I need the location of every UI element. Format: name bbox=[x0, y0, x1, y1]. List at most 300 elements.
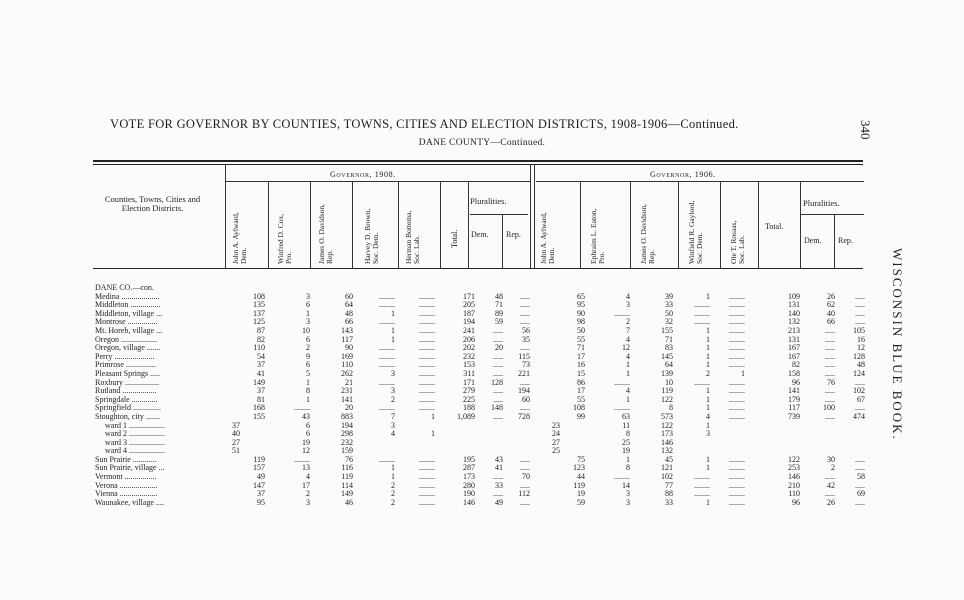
table-cell: ..... bbox=[520, 308, 530, 318]
row-name: ward 4 .................. bbox=[105, 447, 165, 456]
page-title: VOTE FOR GOVERNOR BY COUNTIES, TOWNS, CITIES AND ELECTION DISTRICTS, 1908-1906—Continued. bbox=[110, 117, 739, 131]
table-cell: 35 bbox=[522, 334, 530, 344]
table-row bbox=[95, 387, 865, 396]
table-cell: 67 bbox=[857, 394, 865, 404]
table-cell: 70 bbox=[522, 472, 530, 482]
table-cell: 43 bbox=[495, 454, 503, 464]
table-cell: 5 bbox=[306, 368, 310, 378]
table-cell: ........ bbox=[379, 317, 395, 327]
table-cell: ........ bbox=[419, 480, 435, 490]
table-cell: 54 bbox=[257, 351, 265, 361]
table-cell: 1 bbox=[706, 403, 710, 413]
table-cell: 15 bbox=[577, 368, 585, 378]
table-cell: ........ bbox=[694, 489, 710, 499]
table-cell: 3 bbox=[306, 317, 310, 327]
table-cell: 3 bbox=[306, 291, 310, 301]
table-row bbox=[95, 422, 865, 431]
table-cell: 728 bbox=[518, 411, 530, 421]
table-cell: 221 bbox=[518, 368, 530, 378]
table-cell: ........ bbox=[379, 351, 395, 361]
table-cell: 77 bbox=[665, 480, 673, 490]
table-cell: 194 bbox=[463, 317, 475, 327]
table-cell: 108 bbox=[253, 291, 265, 301]
table-cell: 48 bbox=[857, 360, 865, 370]
row-name: Primrose ............... bbox=[95, 361, 156, 370]
table-cell: ..... bbox=[825, 325, 835, 335]
row-name: ward 3 .................. bbox=[105, 438, 165, 447]
table-cell: 117 bbox=[788, 403, 800, 413]
table-cell: 48 bbox=[495, 291, 503, 301]
table-cell: 69 bbox=[857, 489, 865, 499]
table-cell: 3 bbox=[626, 497, 630, 507]
header-bottom-rule bbox=[93, 268, 863, 269]
header-1908-davidson: James O. Davidson, Rep. bbox=[317, 204, 334, 264]
table-cell: 112 bbox=[518, 489, 530, 499]
table-cell: 1,089 bbox=[457, 411, 475, 421]
table-cell: 30 bbox=[827, 454, 835, 464]
table-cell: 157 bbox=[253, 463, 265, 473]
table-cell: 1 bbox=[706, 497, 710, 507]
table-cell: 6 bbox=[306, 360, 310, 370]
header-1906-rosaas: Ole T. Rosaas, Soc. Lab. bbox=[729, 220, 746, 264]
table-cell: 48 bbox=[345, 308, 353, 318]
table-cell: 11 bbox=[622, 420, 630, 430]
table-row bbox=[95, 310, 865, 319]
table-cell: 179 bbox=[788, 394, 800, 404]
table-cell: 46 bbox=[345, 497, 353, 507]
table-cell: 63 bbox=[622, 411, 630, 421]
table-cell: ..... bbox=[825, 386, 835, 396]
table-cell: ........ bbox=[729, 472, 745, 482]
table-row bbox=[95, 284, 865, 293]
table-cell: ........ bbox=[694, 480, 710, 490]
table-row bbox=[95, 301, 865, 310]
table-cell: 205 bbox=[463, 300, 475, 310]
table-cell: 25 bbox=[622, 437, 630, 447]
table-cell: 155 bbox=[253, 411, 265, 421]
table-cell: 190 bbox=[463, 489, 475, 499]
table-cell: 95 bbox=[577, 300, 585, 310]
table-cell: ........ bbox=[729, 317, 745, 327]
table-cell: 1 bbox=[706, 291, 710, 301]
table-cell: ........ bbox=[419, 403, 435, 413]
pluralities-1908-underline bbox=[470, 214, 528, 215]
table-cell: ........ bbox=[614, 377, 630, 387]
table-cell: 99 bbox=[577, 411, 585, 421]
table-cell: ........ bbox=[729, 480, 745, 490]
table-row bbox=[95, 379, 865, 388]
table-cell: 158 bbox=[788, 368, 800, 378]
table-cell: 1 bbox=[706, 386, 710, 396]
row-name: Waunakee, village .... bbox=[95, 498, 164, 507]
table-cell: 98 bbox=[577, 317, 585, 327]
table-cell: 65 bbox=[577, 291, 585, 301]
table-cell: 76 bbox=[345, 454, 353, 464]
table-cell: 12 bbox=[857, 343, 865, 353]
table-cell: ........ bbox=[419, 351, 435, 361]
table-cell: 3 bbox=[391, 386, 395, 396]
table-cell: 298 bbox=[341, 429, 353, 439]
table-cell: 3 bbox=[626, 300, 630, 310]
table-cell: ..... bbox=[493, 394, 503, 404]
table-cell: 1 bbox=[306, 377, 310, 387]
top-rule-double-1 bbox=[93, 160, 863, 162]
table-cell: 143 bbox=[341, 325, 353, 335]
table-cell: ..... bbox=[520, 317, 530, 327]
header-1908-rep: Rep. bbox=[506, 230, 521, 239]
table-cell: 153 bbox=[463, 360, 475, 370]
row-name: Oregon .................. bbox=[95, 335, 157, 344]
header-1908-cox: Winfred D. Cox, Pro. bbox=[276, 213, 293, 264]
col-sep bbox=[630, 181, 631, 268]
table-cell: 16 bbox=[857, 334, 865, 344]
table-row bbox=[95, 439, 865, 448]
table-cell: 232 bbox=[341, 437, 353, 447]
table-cell: 41 bbox=[495, 463, 503, 473]
row-name: Sun Prairie, village ... bbox=[95, 464, 165, 473]
table-cell: 4 bbox=[306, 472, 310, 482]
header-1908-brown: Harvey D. Brown, Soc. Dem. bbox=[363, 208, 380, 264]
table-cell: 4 bbox=[391, 429, 395, 439]
table-cell: ........ bbox=[729, 343, 745, 353]
table-cell: 125 bbox=[253, 317, 265, 327]
table-cell: 145 bbox=[661, 351, 673, 361]
table-cell: 131 bbox=[788, 300, 800, 310]
table-cell: ..... bbox=[520, 497, 530, 507]
table-cell: 155 bbox=[661, 325, 673, 335]
table-cell: 1 bbox=[706, 394, 710, 404]
table-cell: 83 bbox=[665, 343, 673, 353]
table-cell: 37 bbox=[257, 360, 265, 370]
table-cell: 51 bbox=[232, 446, 240, 456]
table-cell: 149 bbox=[253, 377, 265, 387]
table-cell: 141 bbox=[341, 394, 353, 404]
table-cell: 20 bbox=[345, 403, 353, 413]
header-1906-rep: Rep. bbox=[838, 236, 853, 245]
header-1906-davidson: James O. Davidson, Rep. bbox=[639, 204, 656, 264]
table-cell: ..... bbox=[493, 325, 503, 335]
table-cell: 147 bbox=[253, 480, 265, 490]
table-cell: 3 bbox=[706, 429, 710, 439]
table-cell: ........ bbox=[379, 403, 395, 413]
col-sep bbox=[678, 181, 679, 268]
table-cell: ..... bbox=[493, 489, 503, 499]
table-cell: ........ bbox=[729, 411, 745, 421]
table-row bbox=[95, 447, 865, 456]
table-cell: 33 bbox=[495, 480, 503, 490]
table-cell: 195 bbox=[463, 454, 475, 464]
row-name: Rutland ................. bbox=[95, 387, 157, 396]
table-cell: ..... bbox=[855, 291, 865, 301]
table-cell: 50 bbox=[665, 308, 673, 318]
table-cell: 262 bbox=[341, 368, 353, 378]
row-name: Oregon, village ....... bbox=[95, 344, 161, 353]
col-sep bbox=[398, 181, 399, 268]
table-cell: ..... bbox=[520, 403, 530, 413]
header-1908-aylward: John A. Aylward, Dem. bbox=[231, 212, 248, 264]
table-cell: 49 bbox=[495, 497, 503, 507]
table-cell: ........ bbox=[614, 472, 630, 482]
table-row bbox=[95, 353, 865, 362]
table-cell: ........ bbox=[729, 454, 745, 464]
table-cell: 187 bbox=[463, 308, 475, 318]
table-cell: 2 bbox=[391, 480, 395, 490]
table-row bbox=[95, 293, 865, 302]
table-cell: 27 bbox=[552, 437, 560, 447]
header-1906-dem: Dem. bbox=[804, 236, 822, 245]
header-1906-gaylord: Winfield R. Gaylord, Soc. Dem. bbox=[687, 200, 704, 264]
row-name: Montrose ............... bbox=[95, 318, 158, 327]
table-cell: 55 bbox=[577, 394, 585, 404]
table-cell: 146 bbox=[463, 497, 475, 507]
table-cell: 167 bbox=[788, 351, 800, 361]
row-name: DANE CO.—con. bbox=[95, 284, 154, 292]
col-sep bbox=[758, 181, 759, 268]
table-cell: 3 bbox=[391, 420, 395, 430]
table-cell: ........ bbox=[729, 377, 745, 387]
row-name: Sun Prairie ............ bbox=[95, 455, 157, 464]
table-cell: 44 bbox=[577, 472, 585, 482]
table-cell: 2 bbox=[391, 394, 395, 404]
table-row bbox=[95, 370, 865, 379]
pluralities-1906-underline bbox=[800, 214, 864, 215]
table-cell: 119 bbox=[661, 386, 673, 396]
table-cell: ..... bbox=[520, 291, 530, 301]
table-cell: 1 bbox=[626, 360, 630, 370]
table-cell: 1 bbox=[706, 334, 710, 344]
table-cell: 115 bbox=[518, 351, 530, 361]
table-cell: 1 bbox=[391, 472, 395, 482]
table-cell: ........ bbox=[379, 291, 395, 301]
table-cell: ..... bbox=[520, 454, 530, 464]
table-cell: ........ bbox=[614, 308, 630, 318]
table-body bbox=[95, 284, 865, 507]
table-cell: 121 bbox=[661, 463, 673, 473]
table-cell: 1 bbox=[706, 351, 710, 361]
table-cell: 19 bbox=[577, 489, 585, 499]
table-cell: 137 bbox=[253, 308, 265, 318]
col-sep bbox=[720, 181, 721, 268]
table-cell: ..... bbox=[493, 411, 503, 421]
table-cell: 146 bbox=[661, 437, 673, 447]
table-cell: 8 bbox=[669, 403, 673, 413]
table-row bbox=[95, 456, 865, 465]
row-name: Mt. Horeb, village ... bbox=[95, 326, 163, 335]
table-row bbox=[95, 413, 865, 422]
table-cell: ........ bbox=[729, 497, 745, 507]
table-cell: ........ bbox=[614, 403, 630, 413]
table-cell: 87 bbox=[257, 325, 265, 335]
table-cell: ........ bbox=[419, 394, 435, 404]
table-cell: 168 bbox=[253, 403, 265, 413]
table-cell: 206 bbox=[463, 334, 475, 344]
table-cell: ........ bbox=[419, 472, 435, 482]
row-name: Springdale ............. bbox=[95, 395, 158, 404]
table-cell: 33 bbox=[665, 497, 673, 507]
table-cell: ........ bbox=[419, 325, 435, 335]
col-sep bbox=[268, 181, 269, 268]
col-sep bbox=[834, 214, 835, 268]
table-cell: 194 bbox=[518, 386, 530, 396]
table-cell: 1 bbox=[706, 325, 710, 335]
table-cell: ..... bbox=[855, 317, 865, 327]
row-name: Stoughton, city ....... bbox=[95, 412, 160, 421]
table-cell: 10 bbox=[302, 325, 310, 335]
table-cell: ........ bbox=[419, 489, 435, 499]
table-cell: 37 bbox=[232, 420, 240, 430]
col-sep bbox=[440, 181, 441, 268]
table-cell: 2 bbox=[306, 489, 310, 499]
table-cell: 122 bbox=[788, 454, 800, 464]
table-cell: 202 bbox=[463, 343, 475, 353]
table-cell: 4 bbox=[626, 386, 630, 396]
table-cell: 2 bbox=[831, 463, 835, 473]
table-cell: ........ bbox=[694, 377, 710, 387]
table-cell: 16 bbox=[577, 360, 585, 370]
table-cell: 102 bbox=[661, 472, 673, 482]
table-cell: 43 bbox=[302, 411, 310, 421]
col-sep bbox=[225, 164, 226, 268]
table-cell: 86 bbox=[577, 377, 585, 387]
table-cell: 76 bbox=[827, 377, 835, 387]
table-cell: ........ bbox=[729, 386, 745, 396]
table-cell: 26 bbox=[827, 291, 835, 301]
table-cell: 108 bbox=[573, 403, 585, 413]
row-name: Middleton, village ... bbox=[95, 309, 163, 318]
table-cell: 2 bbox=[391, 489, 395, 499]
table-cell: ..... bbox=[825, 368, 835, 378]
table-cell: ..... bbox=[855, 480, 865, 490]
table-cell: ........ bbox=[379, 377, 395, 387]
table-cell: 3 bbox=[391, 368, 395, 378]
table-cell: 58 bbox=[857, 472, 865, 482]
group-header-1908: Governor, 1908. bbox=[330, 170, 396, 179]
row-name: Roxbury ................. bbox=[95, 378, 159, 387]
table-cell: 7 bbox=[626, 325, 630, 335]
table-cell: 169 bbox=[341, 351, 353, 361]
col-sep bbox=[468, 181, 469, 268]
table-cell: 1 bbox=[391, 463, 395, 473]
table-cell: 8 bbox=[626, 429, 630, 439]
col-sep bbox=[502, 214, 503, 268]
table-cell: 96 bbox=[792, 497, 800, 507]
table-cell: 56 bbox=[522, 325, 530, 335]
table-cell: ..... bbox=[520, 300, 530, 310]
table-cell: ..... bbox=[825, 472, 835, 482]
table-cell: 1 bbox=[626, 394, 630, 404]
row-name: Vienna ................... bbox=[95, 490, 158, 499]
table-cell: 21 bbox=[345, 377, 353, 387]
col-sep bbox=[530, 164, 531, 268]
table-cell: 14 bbox=[622, 480, 630, 490]
table-cell: 17 bbox=[302, 480, 310, 490]
table-cell: 132 bbox=[661, 446, 673, 456]
table-cell: 88 bbox=[665, 489, 673, 499]
table-cell: 82 bbox=[792, 360, 800, 370]
row-name: Medina ................... bbox=[95, 292, 160, 301]
table-cell: ........ bbox=[419, 343, 435, 353]
row-header: Counties, Towns, Cities and Election Districts. bbox=[104, 194, 201, 213]
table-cell: 119 bbox=[253, 454, 265, 464]
table-cell: 4 bbox=[626, 291, 630, 301]
table-cell: ..... bbox=[520, 377, 530, 387]
table-cell: 17 bbox=[577, 351, 585, 361]
table-cell: 2 bbox=[706, 368, 710, 378]
row-name: Middleton ............... bbox=[95, 301, 161, 310]
table-cell: ..... bbox=[855, 497, 865, 507]
table-cell: 49 bbox=[257, 472, 265, 482]
group-1908-underline bbox=[225, 181, 530, 182]
table-cell: 231 bbox=[341, 386, 353, 396]
table-cell: 883 bbox=[341, 411, 353, 421]
table-cell: 33 bbox=[665, 300, 673, 310]
row-name: Vermont ................ bbox=[95, 473, 157, 482]
table-cell: 1 bbox=[391, 325, 395, 335]
table-cell: ..... bbox=[855, 300, 865, 310]
table-cell: ..... bbox=[855, 308, 865, 318]
table-cell: 139 bbox=[661, 368, 673, 378]
table-cell: ..... bbox=[855, 377, 865, 387]
table-cell: 42 bbox=[827, 480, 835, 490]
group-header-1906: Governor, 1906. bbox=[650, 170, 716, 179]
table-cell: 89 bbox=[495, 308, 503, 318]
table-cell: 1 bbox=[431, 411, 435, 421]
table-cell: 3 bbox=[626, 489, 630, 499]
row-name: Perry .................... bbox=[95, 352, 155, 361]
table-cell: 148 bbox=[491, 403, 503, 413]
table-cell: 6 bbox=[306, 334, 310, 344]
table-cell: ........ bbox=[419, 300, 435, 310]
table-cell: ........ bbox=[379, 360, 395, 370]
table-cell: 1 bbox=[706, 360, 710, 370]
page-subtitle: DANE COUNTY—Continued. bbox=[418, 138, 546, 148]
table-cell: 27 bbox=[232, 437, 240, 447]
table-cell: ........ bbox=[729, 291, 745, 301]
table-cell: 82 bbox=[257, 334, 265, 344]
table-cell: 146 bbox=[788, 472, 800, 482]
table-cell: ........ bbox=[419, 454, 435, 464]
table-cell: 81 bbox=[257, 394, 265, 404]
table-cell: 75 bbox=[577, 454, 585, 464]
table-row bbox=[95, 430, 865, 439]
table-cell: 1 bbox=[391, 334, 395, 344]
table-cell: 90 bbox=[345, 343, 353, 353]
table-row bbox=[95, 336, 865, 345]
table-cell: 8 bbox=[626, 463, 630, 473]
table-cell: ..... bbox=[825, 411, 835, 421]
table-cell: 159 bbox=[341, 446, 353, 456]
table-cell: ........ bbox=[419, 377, 435, 387]
table-cell: 140 bbox=[788, 308, 800, 318]
table-cell: 6 bbox=[306, 420, 310, 430]
row-name: ward 2 .................. bbox=[105, 430, 165, 439]
table-cell: ........ bbox=[419, 360, 435, 370]
table-cell: 1 bbox=[306, 394, 310, 404]
table-cell: 110 bbox=[253, 343, 265, 353]
table-cell: 167 bbox=[788, 343, 800, 353]
col-sep bbox=[534, 164, 535, 268]
table-cell: 105 bbox=[853, 325, 865, 335]
table-cell: 194 bbox=[341, 420, 353, 430]
header-1906-total: Total. bbox=[765, 222, 784, 231]
table-cell: ..... bbox=[825, 394, 835, 404]
table-cell: 141 bbox=[788, 386, 800, 396]
table-cell: 210 bbox=[788, 480, 800, 490]
table-cell: 71 bbox=[577, 343, 585, 353]
table-cell: 60 bbox=[522, 394, 530, 404]
table-row bbox=[95, 327, 865, 336]
table-row bbox=[95, 490, 865, 499]
